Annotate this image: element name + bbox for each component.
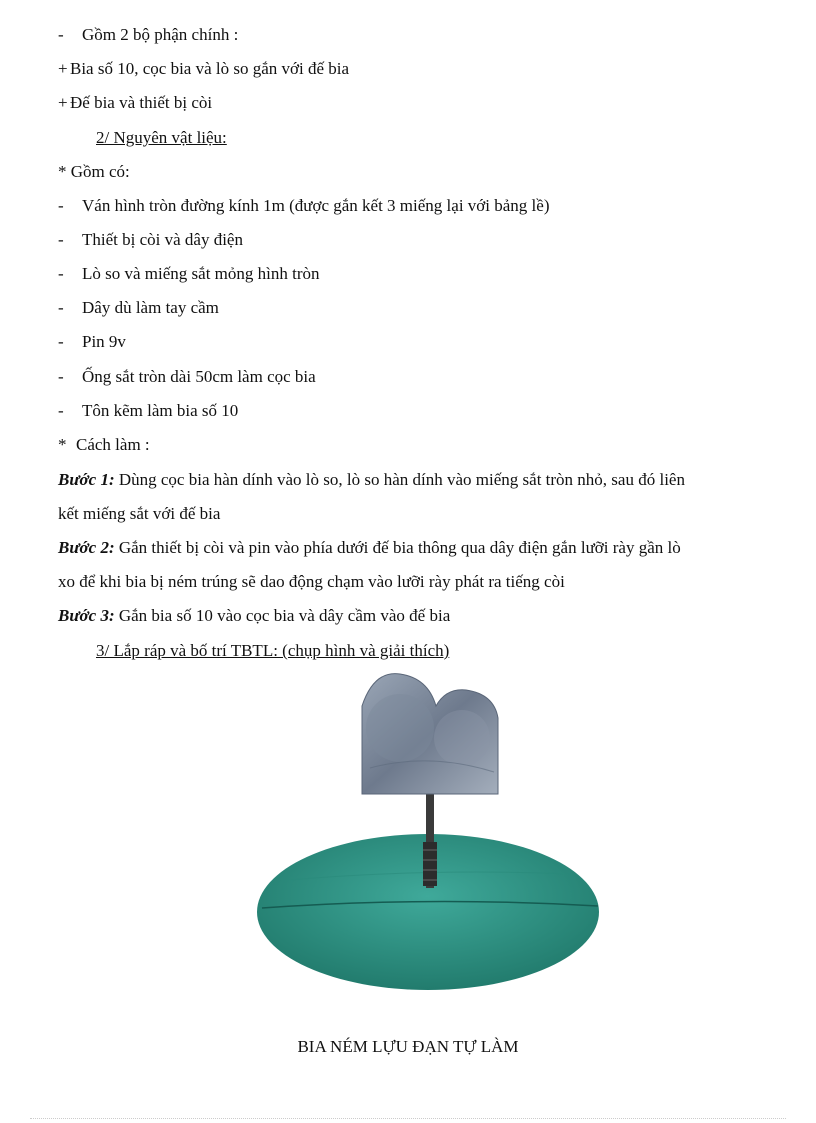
- material-item: [58, 297, 219, 319]
- bullet-dash: -: [58, 298, 64, 317]
- bullet-plus: +: [58, 93, 68, 112]
- line-text: Pin 9v: [82, 332, 126, 351]
- step-2: [58, 537, 681, 559]
- page-bottom-rule: [30, 1118, 786, 1119]
- line-text: Đế bia và thiết bị còi: [70, 93, 213, 112]
- line-text: Gồm 2 bộ phận chính :: [82, 25, 239, 44]
- material-item: [58, 195, 549, 217]
- bullet-dash: -: [58, 332, 64, 351]
- section-heading-assembly: 3/ Lắp ráp và bố trí TBTL: (chụp hình và giải thích): [96, 641, 450, 660]
- bullet-dash: -: [58, 401, 64, 420]
- step-text: Gắn thiết bị còi và pin vào phía dưới đế bia thông qua dây điện gắn lưỡi rày gần lò: [114, 538, 681, 557]
- material-item: [58, 331, 126, 353]
- bullet-dash: -: [58, 25, 64, 44]
- figure-caption: BIA NÉM LỰU ĐẠN TỰ LÀM: [297, 1037, 519, 1056]
- step-1: [58, 469, 685, 491]
- line-text: Bia số 10, cọc bia và lò so gắn với đế bia: [70, 59, 350, 78]
- material-item: [58, 263, 320, 285]
- step-2-cont: xo để khi bia bị ném trúng sẽ dao động chạm vào lưỡi rày phát ra tiếng còi: [58, 572, 565, 591]
- section-heading-materials: 2/ Nguyên vật liệu:: [96, 128, 227, 147]
- materials-intro: * Gồm có:: [58, 162, 130, 181]
- line-text: Tôn kẽm làm bia số 10: [82, 401, 239, 420]
- step-1-cont: kết miếng sắt với đế bia: [58, 504, 221, 523]
- step-text: Gắn bia số 10 vào cọc bia và dây cầm vào đế bia: [114, 606, 451, 625]
- bullet-star: *: [58, 435, 67, 454]
- material-item: [58, 229, 243, 251]
- line-text: Dây dù làm tay cầm: [82, 298, 219, 317]
- step-text: Dùng cọc bia hàn dính vào lò so, lò so hàn dính vào miếng sắt tròn nhỏ, sau đó liên: [114, 470, 685, 489]
- step-3: [58, 605, 450, 627]
- target-board-icon: [250, 668, 610, 998]
- target-board-photo: [250, 668, 610, 998]
- component-intro: [58, 24, 238, 46]
- line-text: Thiết bị còi và dây điện: [82, 230, 243, 249]
- line-text: Ống sắt tròn dài 50cm làm cọc bia: [82, 367, 316, 386]
- step-label: Bước 3:: [58, 606, 115, 625]
- bullet-dash: -: [58, 367, 64, 386]
- line-text: Lò so và miếng sắt mỏng hình tròn: [82, 264, 320, 283]
- bullet-dash: -: [58, 196, 64, 215]
- bullet-plus: +: [58, 59, 68, 78]
- component-2: [58, 92, 212, 114]
- material-item: [58, 400, 238, 422]
- component-1: [58, 58, 349, 80]
- method-intro: [58, 434, 150, 456]
- step-label: Bước 1:: [58, 470, 115, 489]
- line-text: Cách làm :: [76, 435, 150, 454]
- step-label: Bước 2:: [58, 538, 115, 557]
- material-item: [58, 366, 316, 388]
- bullet-dash: -: [58, 264, 64, 283]
- spring: [423, 842, 437, 886]
- bullet-dash: -: [58, 230, 64, 249]
- line-text: Ván hình tròn đường kính 1m (được gắn kết 3 miếng lại với bảng lề): [82, 196, 550, 215]
